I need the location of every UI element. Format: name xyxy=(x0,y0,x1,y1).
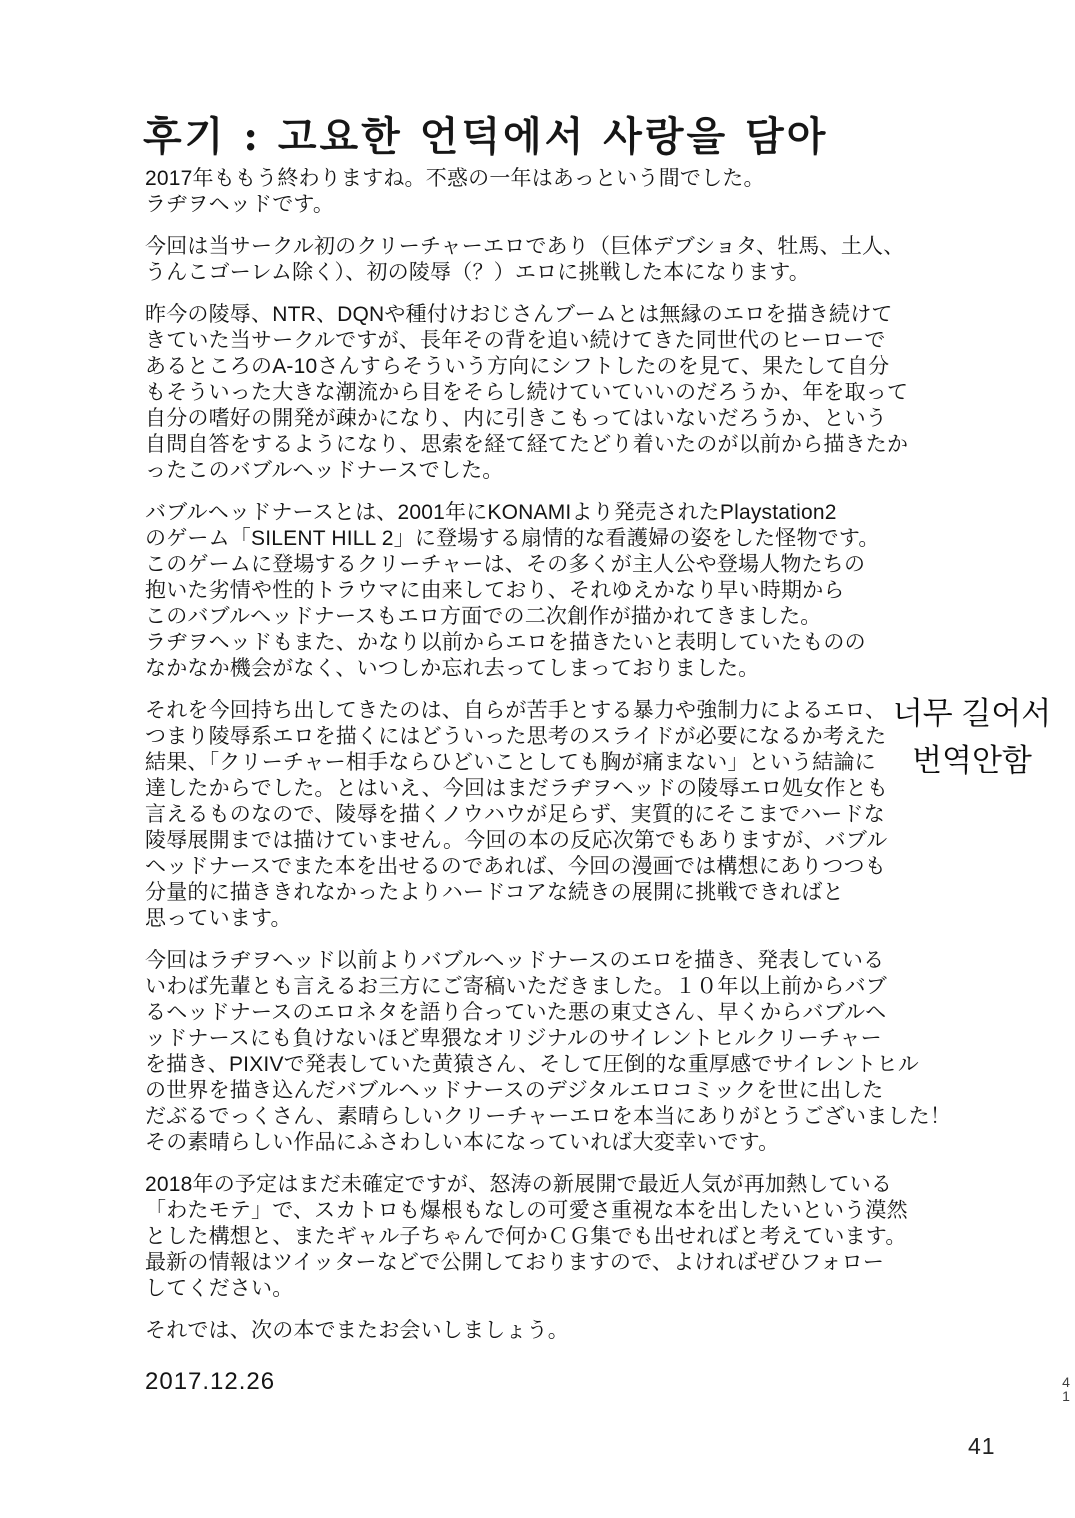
date-text: 2017.12.26 xyxy=(145,1368,276,1395)
text-line: うんこゴーレム除く）、初の陵辱（？）エロに挑戦した本になります。 xyxy=(145,261,810,284)
text-line: 達したからでした。とはいえ、今回はまだラヂヲヘッドの陵辱エロ処女作とも xyxy=(145,777,889,800)
text-line: なかなか機会がなく、いつしか忘れ去ってしまっておりました。 xyxy=(145,657,760,680)
text-line: を描き、PIXIVで発表していた黄猿さん、そして圧倒的な重厚感でサイレントヒル xyxy=(145,1053,919,1076)
page-title: 후기 : 고요한 언덕에서 사랑을 담아 xyxy=(143,112,829,160)
text-line: 自分の嗜好の開発が疎かになり、内に引きこもってはいないだろうか、という xyxy=(145,407,887,430)
text-line: 昨今の陵辱、NTR、DQNや種付けおじさんブームとは無縁のエロを描き続けて xyxy=(145,303,893,326)
paragraph xyxy=(145,302,945,484)
text-line: このゲームに登場するクリーチャーは、その多くが主人公や登場人物たちの xyxy=(145,553,866,576)
text-line: だぶるでっくさん、素晴らしいクリーチャーエロを本当にありがとうございました！ xyxy=(145,1105,952,1128)
text-line: このバブルヘッドナースもエロ方面での二次創作が描かれてきました。 xyxy=(145,605,822,628)
text-line: 2018年の予定はまだ未確定ですが、怒涛の新展開で最近人気が再加熱している xyxy=(145,1173,893,1196)
translator-side-note xyxy=(872,690,1072,784)
text-line: 思っています。 xyxy=(145,907,292,930)
text-line: してください。 xyxy=(145,1277,294,1300)
text-line: 自問自答をするようになり、思索を経て経てたどり着いたのが以前から描きたか xyxy=(145,433,909,456)
paragraph xyxy=(145,1318,945,1344)
text-line: ったこのバブルヘッドナースでした。 xyxy=(145,459,504,482)
corner-page-digit: 4 xyxy=(1062,1374,1070,1390)
text-line: 分量的に描ききれなかったよりハードコアな続きの展開に挑戦できればと xyxy=(145,881,844,904)
corner-page-number xyxy=(1059,1375,1073,1403)
text-line: その素晴らしい作品にふさわしい本になっていれば大変幸いです。 xyxy=(145,1131,780,1154)
text-line: ヘッドナースでまた本を出せるのであれば、今回の漫画では構想にありつつも xyxy=(145,855,886,878)
text-line: のゲーム「SILENT HILL 2」に登場する扇情的な看護婦の姿をした怪物です。 xyxy=(145,527,880,550)
body-text xyxy=(145,166,952,1396)
text-line: 最新の情報はツイッターなどで公開しておりますので、よければぜひフォロー xyxy=(145,1251,885,1274)
text-line: るヘッドナースのエロネタを語り合っていた悪の東丈さん、早くからバブルヘ xyxy=(145,1001,887,1024)
text-line: ラヂヲヘッドもまた、かなり以前からエロを描きたいと表明していたものの xyxy=(145,631,866,654)
page-number: 41 xyxy=(968,1433,996,1459)
text-line: 抱いた劣情や性的トラウマに由来しており、それゆえかなり早い時期から xyxy=(145,579,845,602)
text-line: いわば先輩とも言えるお三方にご寄稿いただきました。１０年以上前からバブ xyxy=(145,975,887,998)
paragraph xyxy=(145,698,945,932)
paragraph xyxy=(145,1172,945,1302)
text-line: 結果、「クリーチャー相手ならひどいことしても胸が痛まない」という結論に xyxy=(145,751,876,774)
text-line: 2017年ももう終わりますね。不惑の一年はあっという間でした。 xyxy=(145,167,765,190)
text-line: それでは、次の本でまたお会いしましょう。 xyxy=(145,1319,569,1342)
text-line: それを今回持ち出してきたのは、自らが苦手とする暴力や強制力によるエロ、 xyxy=(145,699,887,722)
paragraph xyxy=(145,500,945,682)
text-line: 今回はラヂヲヘッド以前よりバブルヘッドナースのエロを描き、発表している xyxy=(145,949,885,972)
text-line: ッドナースにも負けないほど卑猥なオリジナルのサイレントヒルクリーチャー xyxy=(145,1027,882,1050)
paragraph xyxy=(145,234,945,286)
text-line: バブルヘッドナースとは、2001年にKONAMIより発売されたPlaystation2 xyxy=(145,501,837,524)
text-line: つまり陵辱系エロを描くにはどういった思考のスライドが必要になるか考えた xyxy=(145,725,887,748)
text-line: ラヂヲヘッドです。 xyxy=(145,193,335,216)
side-note-line: 너무 길어서 xyxy=(892,696,1052,731)
side-note-line: 번역안함 xyxy=(912,743,1032,778)
corner-page-digit: 1 xyxy=(1062,1388,1070,1404)
paragraph xyxy=(145,166,945,218)
text-line: きていた当サークルですが、長年その背を追い続けてきた同世代のヒーローで xyxy=(145,329,886,352)
text-line: 言えるものなので、陵辱を描くノウハウが足らず、実質的にそこまでハードな xyxy=(145,803,885,826)
text-line: とした構想と、またギャル子ちゃんで何かＣＧ集でも出せればと考えています。 xyxy=(145,1225,907,1248)
text-line: 今回は当サークル初のクリーチャーエロであり（巨体デブショタ、牡馬、土人、 xyxy=(145,235,905,258)
text-line: 陵辱展開までは描けていません。今回の本の反応次第でもありますが、バブル xyxy=(145,829,888,852)
text-line: もそういった大きな潮流から目をそらし続けていていいのだろうか、年を取って xyxy=(145,381,909,404)
text-line: あるところのA-10さんすらそういう方向にシフトしたのを見て、果たして自分 xyxy=(145,355,890,378)
text-line: の世界を描き込んだバブルヘッドナースのデジタルエロコミックを世に出した xyxy=(145,1079,884,1102)
paragraph xyxy=(145,948,952,1156)
text-line: 「わたモテ」で、スカトロも爆根もなしの可愛さ重視な本を出したいという漠然 xyxy=(145,1199,908,1222)
